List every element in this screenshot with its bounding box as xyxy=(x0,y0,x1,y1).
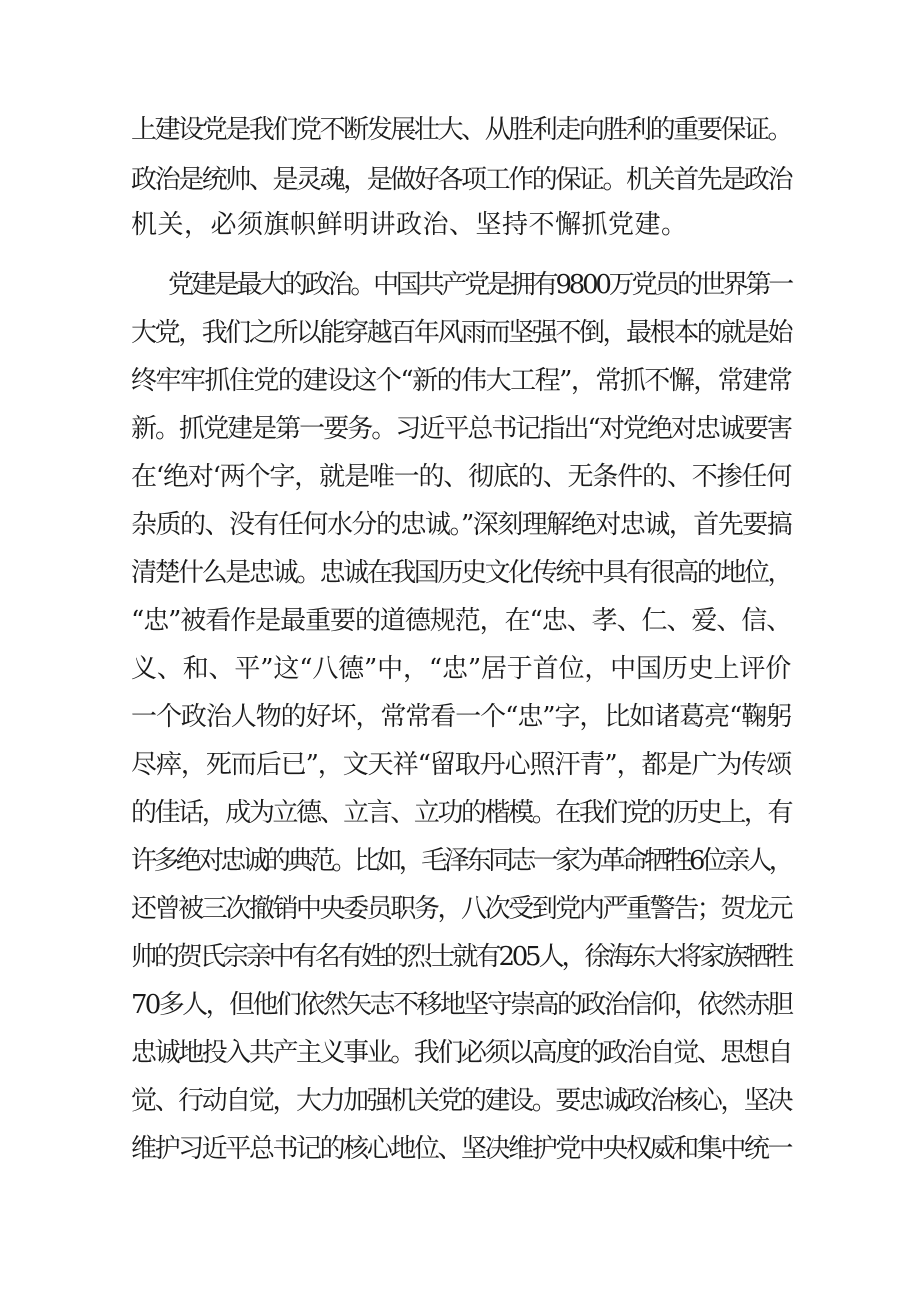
text-line: 维护习近平总书记的核心地位、坚决维护党中央权威和集中统一 xyxy=(131,1134,791,1164)
text-line: 机关，必须旗帜鲜明讲政治、坚持不懈抓党建。 xyxy=(131,210,688,240)
text-line: 的佳话，成为立德、立言、立功的楷模。在我们党的历史上，有 xyxy=(131,798,791,828)
text-line: “忠”被看作是最重要的道德规范，在“忠、孝、仁、爱、信、 xyxy=(131,606,791,636)
text-line: 70多人，但他们依然矢志不移地坚守崇高的政治信仰，依然赤胆 xyxy=(131,990,791,1020)
text-line: 政治是统帅、是灵魂，是做好各项工作的保证。机关首先是政治 xyxy=(131,165,791,195)
text-line: 大党，我们之所以能穿越百年风雨而坚强不倒，最根本的就是始 xyxy=(131,318,791,348)
text-line: 忠诚地投入共产主义事业。我们必须以高度的政治自觉、思想自 xyxy=(131,1038,791,1068)
text-line: 上建设党是我们党不断发展壮大、从胜利走向胜利的重要保证。 xyxy=(131,115,791,145)
text-line: 觉、行动自觉，大力加强机关党的建设。要忠诚政治核心，坚决 xyxy=(131,1086,791,1116)
text-line: 在‘绝对‘两个字，就是唯一的、彻底的、无条件的、不掺任何 xyxy=(131,462,791,492)
text-line: 义、和、平”这“八德”中，“忠”居于首位，中国历史上评价 xyxy=(131,654,791,684)
text-line: 党建是最大的政治。中国共产党是拥有9800万党员的世界第一 xyxy=(168,270,791,300)
text-line: 尽瘁，死而后已”，文天祥“留取丹心照汗青”，都是广为传颂 xyxy=(131,750,791,780)
text-line: 杂质的、没有任何水分的忠诚。”深刻理解绝对忠诚，首先要搞 xyxy=(131,510,792,540)
text-line: 一个政治人物的好坏，常常看一个“忠”字，比如诸葛亮“鞠躬 xyxy=(131,702,791,732)
text-line: 帅的贺氏宗亲中有名有姓的烈士就有205人，徐海东大将家族牺牲 xyxy=(131,942,791,972)
text-line: 还曾被三次撤销中央委员职务，八次受到党内严重警告；贺龙元 xyxy=(131,894,791,924)
text-line: 清楚什么是忠诚。忠诚在我国历史文化传统中具有很高的地位， xyxy=(131,558,791,588)
text-line: 终牢牢抓住党的建设这个“新的伟大工程”，常抓不懈，常建常 xyxy=(131,366,791,396)
text-line: 许多绝对忠诚的典范。比如，毛泽东同志一家为革命牺牲6位亲人， xyxy=(131,846,791,876)
text-line: 新。抓党建是第一要务。习近平总书记指出“对党绝对忠诚要害 xyxy=(131,414,791,444)
